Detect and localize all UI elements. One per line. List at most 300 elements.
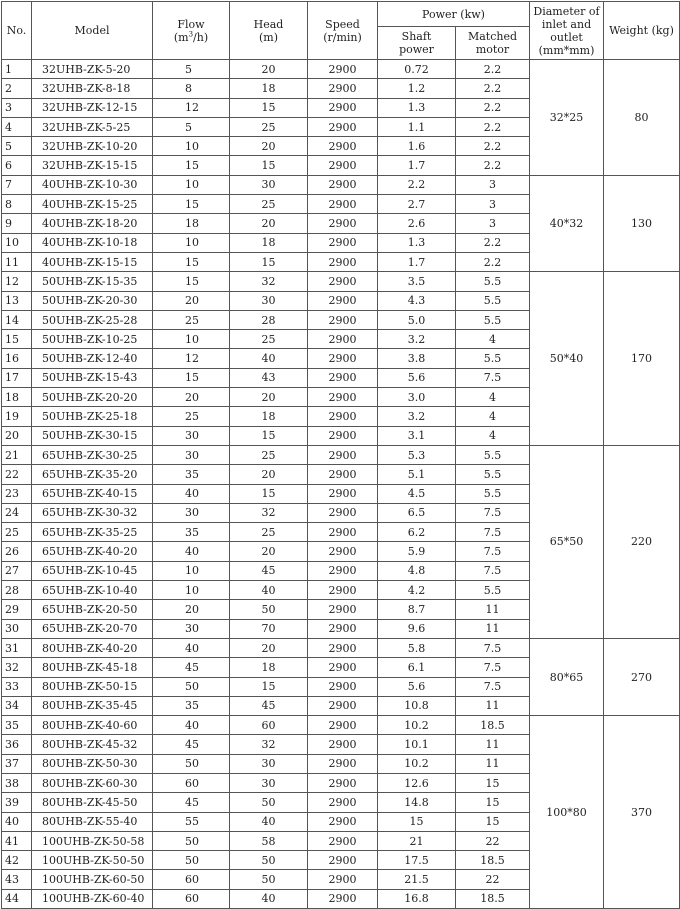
cell-speed: 2900 [308, 870, 378, 889]
cell-speed: 2900 [308, 445, 378, 464]
cell-speed: 2900 [308, 696, 378, 715]
cell-head: 32 [230, 503, 308, 522]
cell-model: 50UHB-ZK-10-25 [32, 330, 153, 349]
cell-model: 32UHB-ZK-5-20 [32, 60, 153, 79]
cell-head: 20 [230, 542, 308, 561]
cell-flow: 18 [153, 214, 230, 233]
cell-model: 80UHB-ZK-35-45 [32, 696, 153, 715]
cell-matched-motor: 3 [456, 195, 530, 214]
header-speed-label: Speed [325, 17, 360, 31]
cell-matched-motor: 2.2 [456, 252, 530, 271]
cell-speed: 2900 [308, 716, 378, 735]
cell-model: 32UHB-ZK-5-25 [32, 117, 153, 136]
cell-flow: 45 [153, 658, 230, 677]
cell-head: 20 [230, 388, 308, 407]
cell-head: 25 [230, 330, 308, 349]
cell-weight: 80 [604, 60, 680, 176]
cell-shaft-power: 4.2 [378, 581, 456, 600]
cell-matched-motor: 11 [456, 619, 530, 638]
table-row [2, 60, 680, 79]
cell-flow: 40 [153, 484, 230, 503]
cell-no: 21 [2, 445, 32, 464]
cell-shaft-power: 2.2 [378, 175, 456, 194]
cell-matched-motor: 5.5 [456, 291, 530, 310]
cell-speed: 2900 [308, 368, 378, 387]
cell-no: 41 [2, 831, 32, 850]
cell-speed: 2900 [308, 291, 378, 310]
cell-diameter: 50*40 [530, 272, 604, 446]
cell-matched-motor: 3 [456, 214, 530, 233]
cell-model: 65UHB-ZK-10-45 [32, 561, 153, 580]
cell-matched-motor: 11 [456, 696, 530, 715]
cell-model: 50UHB-ZK-20-30 [32, 291, 153, 310]
cell-diameter: 65*50 [530, 445, 604, 638]
cell-shaft-power: 5.1 [378, 465, 456, 484]
cell-model: 80UHB-ZK-40-60 [32, 716, 153, 735]
cell-shaft-power: 6.5 [378, 503, 456, 522]
cell-flow: 35 [153, 696, 230, 715]
cell-flow: 50 [153, 831, 230, 850]
cell-model: 50UHB-ZK-20-20 [32, 388, 153, 407]
cell-matched-motor: 15 [456, 793, 530, 812]
cell-head: 20 [230, 465, 308, 484]
header-no: No. [2, 2, 32, 60]
cell-no: 39 [2, 793, 32, 812]
cell-shaft-power: 6.2 [378, 523, 456, 542]
cell-speed: 2900 [308, 773, 378, 792]
cell-speed: 2900 [308, 465, 378, 484]
cell-speed: 2900 [308, 523, 378, 542]
cell-no: 20 [2, 426, 32, 445]
cell-model: 80UHB-ZK-50-15 [32, 677, 153, 696]
cell-no: 43 [2, 870, 32, 889]
cell-no: 15 [2, 330, 32, 349]
cell-no: 38 [2, 773, 32, 792]
header-flow-label: Flow [177, 17, 205, 31]
header-power: Power (kw) [378, 2, 530, 27]
table-row [2, 716, 680, 735]
cell-speed: 2900 [308, 638, 378, 657]
cell-flow: 15 [153, 368, 230, 387]
cell-shaft-power: 1.6 [378, 137, 456, 156]
cell-matched-motor: 18.5 [456, 889, 530, 908]
header-flow-unit-post: /h) [193, 30, 209, 44]
cell-shaft-power: 12.6 [378, 773, 456, 792]
cell-head: 25 [230, 445, 308, 464]
cell-matched-motor: 2.2 [456, 60, 530, 79]
cell-speed: 2900 [308, 619, 378, 638]
cell-shaft-power: 3.5 [378, 272, 456, 291]
cell-flow: 15 [153, 195, 230, 214]
cell-model: 32UHB-ZK-12-15 [32, 98, 153, 117]
cell-matched-motor: 11 [456, 754, 530, 773]
cell-diameter: 80*65 [530, 638, 604, 715]
cell-no: 29 [2, 600, 32, 619]
cell-shaft-power: 5.8 [378, 638, 456, 657]
cell-flow: 35 [153, 523, 230, 542]
cell-flow: 40 [153, 638, 230, 657]
cell-matched-motor: 2.2 [456, 156, 530, 175]
cell-speed: 2900 [308, 426, 378, 445]
cell-head: 15 [230, 98, 308, 117]
cell-head: 50 [230, 851, 308, 870]
cell-flow: 10 [153, 330, 230, 349]
pump-specification-table [1, 1, 680, 909]
cell-no: 34 [2, 696, 32, 715]
cell-flow: 15 [153, 156, 230, 175]
cell-matched-motor: 22 [456, 831, 530, 850]
cell-no: 13 [2, 291, 32, 310]
cell-model: 32UHB-ZK-15-15 [32, 156, 153, 175]
cell-shaft-power: 4.5 [378, 484, 456, 503]
cell-matched-motor: 5.5 [456, 310, 530, 329]
cell-model: 65UHB-ZK-35-25 [32, 523, 153, 542]
cell-no: 4 [2, 117, 32, 136]
header-flow-unit-pre: (m [173, 30, 189, 44]
cell-shaft-power: 10.1 [378, 735, 456, 754]
cell-matched-motor: 2.2 [456, 233, 530, 252]
cell-flow: 20 [153, 388, 230, 407]
cell-no: 26 [2, 542, 32, 561]
cell-head: 30 [230, 773, 308, 792]
cell-diameter: 32*25 [530, 60, 604, 176]
cell-head: 50 [230, 870, 308, 889]
cell-speed: 2900 [308, 252, 378, 271]
cell-model: 50UHB-ZK-25-18 [32, 407, 153, 426]
cell-model: 50UHB-ZK-25-28 [32, 310, 153, 329]
cell-shaft-power: 5.6 [378, 677, 456, 696]
cell-matched-motor: 4 [456, 426, 530, 445]
cell-no: 32 [2, 658, 32, 677]
cell-model: 65UHB-ZK-10-40 [32, 581, 153, 600]
cell-no: 12 [2, 272, 32, 291]
cell-head: 32 [230, 735, 308, 754]
cell-no: 22 [2, 465, 32, 484]
cell-flow: 30 [153, 445, 230, 464]
cell-flow: 30 [153, 619, 230, 638]
cell-speed: 2900 [308, 195, 378, 214]
cell-no: 25 [2, 523, 32, 542]
cell-speed: 2900 [308, 754, 378, 773]
cell-no: 27 [2, 561, 32, 580]
header-speed-unit: (r/min) [323, 30, 362, 44]
cell-no: 44 [2, 889, 32, 908]
cell-shaft-power: 21.5 [378, 870, 456, 889]
cell-model: 65UHB-ZK-20-50 [32, 600, 153, 619]
cell-speed: 2900 [308, 60, 378, 79]
cell-weight: 270 [604, 638, 680, 715]
cell-head: 25 [230, 523, 308, 542]
cell-matched-motor: 2.2 [456, 137, 530, 156]
cell-flow: 12 [153, 349, 230, 368]
cell-speed: 2900 [308, 600, 378, 619]
cell-no: 3 [2, 98, 32, 117]
cell-speed: 2900 [308, 349, 378, 368]
cell-matched-motor: 7.5 [456, 523, 530, 542]
cell-shaft-power: 1.2 [378, 79, 456, 98]
cell-flow: 5 [153, 117, 230, 136]
cell-shaft-power: 5.3 [378, 445, 456, 464]
cell-model: 80UHB-ZK-45-50 [32, 793, 153, 812]
table-row [2, 272, 680, 291]
cell-shaft-power: 3.2 [378, 407, 456, 426]
cell-matched-motor: 5.5 [456, 581, 530, 600]
cell-speed: 2900 [308, 156, 378, 175]
cell-no: 37 [2, 754, 32, 773]
cell-model: 80UHB-ZK-60-30 [32, 773, 153, 792]
cell-flow: 60 [153, 773, 230, 792]
cell-no: 1 [2, 60, 32, 79]
cell-no: 8 [2, 195, 32, 214]
header-speed [308, 2, 378, 60]
cell-no: 31 [2, 638, 32, 657]
cell-head: 45 [230, 696, 308, 715]
cell-matched-motor: 11 [456, 735, 530, 754]
cell-flow: 40 [153, 542, 230, 561]
cell-model: 32UHB-ZK-10-20 [32, 137, 153, 156]
cell-flow: 60 [153, 889, 230, 908]
cell-shaft-power: 9.6 [378, 619, 456, 638]
cell-shaft-power: 3.2 [378, 330, 456, 349]
cell-flow: 45 [153, 735, 230, 754]
cell-head: 30 [230, 291, 308, 310]
cell-head: 30 [230, 754, 308, 773]
cell-weight: 370 [604, 716, 680, 909]
cell-no: 30 [2, 619, 32, 638]
cell-speed: 2900 [308, 310, 378, 329]
header-diameter: Diameter of inlet and outlet (mm*mm) [530, 2, 604, 60]
cell-shaft-power: 0.72 [378, 60, 456, 79]
cell-model: 65UHB-ZK-30-32 [32, 503, 153, 522]
cell-head: 15 [230, 677, 308, 696]
cell-no: 10 [2, 233, 32, 252]
cell-shaft-power: 14.8 [378, 793, 456, 812]
cell-model: 100UHB-ZK-60-40 [32, 889, 153, 908]
cell-speed: 2900 [308, 233, 378, 252]
cell-model: 80UHB-ZK-45-32 [32, 735, 153, 754]
cell-model: 65UHB-ZK-30-25 [32, 445, 153, 464]
cell-shaft-power: 4.3 [378, 291, 456, 310]
cell-speed: 2900 [308, 503, 378, 522]
cell-speed: 2900 [308, 407, 378, 426]
cell-head: 20 [230, 137, 308, 156]
cell-flow: 10 [153, 233, 230, 252]
cell-model: 50UHB-ZK-30-15 [32, 426, 153, 445]
header-shaft-power: Shaft power [378, 27, 456, 60]
header-head-unit: (m) [258, 30, 278, 44]
table-row [2, 175, 680, 194]
cell-shaft-power: 8.7 [378, 600, 456, 619]
cell-shaft-power: 1.7 [378, 252, 456, 271]
cell-speed: 2900 [308, 98, 378, 117]
cell-matched-motor: 5.5 [456, 484, 530, 503]
cell-head: 45 [230, 561, 308, 580]
cell-shaft-power: 1.3 [378, 98, 456, 117]
cell-matched-motor: 7.5 [456, 658, 530, 677]
cell-shaft-power: 15 [378, 812, 456, 831]
cell-shaft-power: 2.7 [378, 195, 456, 214]
cell-speed: 2900 [308, 889, 378, 908]
cell-head: 70 [230, 619, 308, 638]
cell-shaft-power: 16.8 [378, 889, 456, 908]
cell-no: 17 [2, 368, 32, 387]
cell-model: 65UHB-ZK-35-20 [32, 465, 153, 484]
cell-shaft-power: 5.9 [378, 542, 456, 561]
header-model: Model [32, 2, 153, 60]
cell-no: 14 [2, 310, 32, 329]
cell-head: 40 [230, 889, 308, 908]
cell-head: 50 [230, 793, 308, 812]
cell-speed: 2900 [308, 581, 378, 600]
header-head [230, 2, 308, 60]
cell-head: 18 [230, 407, 308, 426]
cell-head: 15 [230, 426, 308, 445]
cell-no: 19 [2, 407, 32, 426]
cell-speed: 2900 [308, 137, 378, 156]
cell-weight: 220 [604, 445, 680, 638]
cell-flow: 15 [153, 252, 230, 271]
cell-model: 50UHB-ZK-12-40 [32, 349, 153, 368]
cell-matched-motor: 7.5 [456, 368, 530, 387]
cell-head: 40 [230, 349, 308, 368]
cell-shaft-power: 10.2 [378, 754, 456, 773]
cell-flow: 50 [153, 677, 230, 696]
cell-model: 100UHB-ZK-50-50 [32, 851, 153, 870]
cell-head: 18 [230, 233, 308, 252]
cell-model: 50UHB-ZK-15-35 [32, 272, 153, 291]
table-row [2, 445, 680, 464]
cell-speed: 2900 [308, 388, 378, 407]
cell-flow: 12 [153, 98, 230, 117]
cell-model: 80UHB-ZK-40-20 [32, 638, 153, 657]
cell-model: 65UHB-ZK-20-70 [32, 619, 153, 638]
cell-model: 65UHB-ZK-40-20 [32, 542, 153, 561]
cell-weight: 130 [604, 175, 680, 271]
cell-head: 15 [230, 484, 308, 503]
cell-model: 80UHB-ZK-50-30 [32, 754, 153, 773]
cell-matched-motor: 7.5 [456, 542, 530, 561]
cell-speed: 2900 [308, 330, 378, 349]
cell-no: 7 [2, 175, 32, 194]
cell-matched-motor: 22 [456, 870, 530, 889]
cell-speed: 2900 [308, 793, 378, 812]
cell-head: 15 [230, 252, 308, 271]
cell-no: 40 [2, 812, 32, 831]
cell-flow: 20 [153, 291, 230, 310]
cell-speed: 2900 [308, 542, 378, 561]
cell-model: 40UHB-ZK-10-30 [32, 175, 153, 194]
cell-model: 100UHB-ZK-50-58 [32, 831, 153, 850]
cell-speed: 2900 [308, 851, 378, 870]
cell-head: 25 [230, 195, 308, 214]
cell-head: 15 [230, 156, 308, 175]
cell-no: 33 [2, 677, 32, 696]
cell-no: 24 [2, 503, 32, 522]
cell-shaft-power: 1.3 [378, 233, 456, 252]
cell-flow: 50 [153, 851, 230, 870]
cell-head: 50 [230, 600, 308, 619]
cell-matched-motor: 18.5 [456, 851, 530, 870]
cell-diameter: 40*32 [530, 175, 604, 271]
cell-flow: 10 [153, 175, 230, 194]
cell-matched-motor: 5.5 [456, 465, 530, 484]
cell-model: 40UHB-ZK-18-20 [32, 214, 153, 233]
cell-speed: 2900 [308, 117, 378, 136]
cell-matched-motor: 2.2 [456, 117, 530, 136]
cell-flow: 55 [153, 812, 230, 831]
cell-shaft-power: 1.7 [378, 156, 456, 175]
cell-flow: 20 [153, 600, 230, 619]
cell-shaft-power: 1.1 [378, 117, 456, 136]
header-flow-unit-sup: 3 [188, 29, 194, 38]
cell-flow: 15 [153, 272, 230, 291]
header-flow [153, 2, 230, 60]
cell-matched-motor: 15 [456, 812, 530, 831]
cell-flow: 50 [153, 754, 230, 773]
cell-no: 2 [2, 79, 32, 98]
cell-matched-motor: 4 [456, 330, 530, 349]
cell-flow: 25 [153, 310, 230, 329]
table-body [2, 60, 680, 909]
cell-matched-motor: 15 [456, 773, 530, 792]
cell-speed: 2900 [308, 272, 378, 291]
cell-head: 20 [230, 60, 308, 79]
cell-flow: 25 [153, 407, 230, 426]
cell-matched-motor: 11 [456, 600, 530, 619]
cell-speed: 2900 [308, 484, 378, 503]
cell-model: 65UHB-ZK-40-15 [32, 484, 153, 503]
cell-head: 30 [230, 175, 308, 194]
cell-shaft-power: 4.8 [378, 561, 456, 580]
cell-no: 11 [2, 252, 32, 271]
cell-speed: 2900 [308, 658, 378, 677]
cell-no: 16 [2, 349, 32, 368]
cell-flow: 35 [153, 465, 230, 484]
cell-head: 20 [230, 638, 308, 657]
cell-matched-motor: 4 [456, 388, 530, 407]
cell-head: 18 [230, 79, 308, 98]
cell-speed: 2900 [308, 677, 378, 696]
cell-no: 18 [2, 388, 32, 407]
cell-flow: 30 [153, 426, 230, 445]
cell-flow: 5 [153, 60, 230, 79]
cell-flow: 8 [153, 79, 230, 98]
header-matched-motor: Matched motor [456, 27, 530, 60]
cell-head: 40 [230, 581, 308, 600]
cell-head: 40 [230, 812, 308, 831]
cell-shaft-power: 5.6 [378, 368, 456, 387]
cell-head: 43 [230, 368, 308, 387]
cell-speed: 2900 [308, 175, 378, 194]
cell-no: 35 [2, 716, 32, 735]
cell-flow: 45 [153, 793, 230, 812]
table-row [2, 638, 680, 657]
cell-no: 36 [2, 735, 32, 754]
cell-flow: 10 [153, 581, 230, 600]
cell-shaft-power: 21 [378, 831, 456, 850]
cell-shaft-power: 6.1 [378, 658, 456, 677]
cell-flow: 60 [153, 870, 230, 889]
cell-matched-motor: 7.5 [456, 638, 530, 657]
cell-matched-motor: 2.2 [456, 98, 530, 117]
cell-model: 40UHB-ZK-15-15 [32, 252, 153, 271]
cell-speed: 2900 [308, 79, 378, 98]
cell-head: 28 [230, 310, 308, 329]
cell-matched-motor: 4 [456, 407, 530, 426]
cell-head: 18 [230, 658, 308, 677]
cell-shaft-power: 3.8 [378, 349, 456, 368]
header-head-label: Head [253, 17, 284, 31]
